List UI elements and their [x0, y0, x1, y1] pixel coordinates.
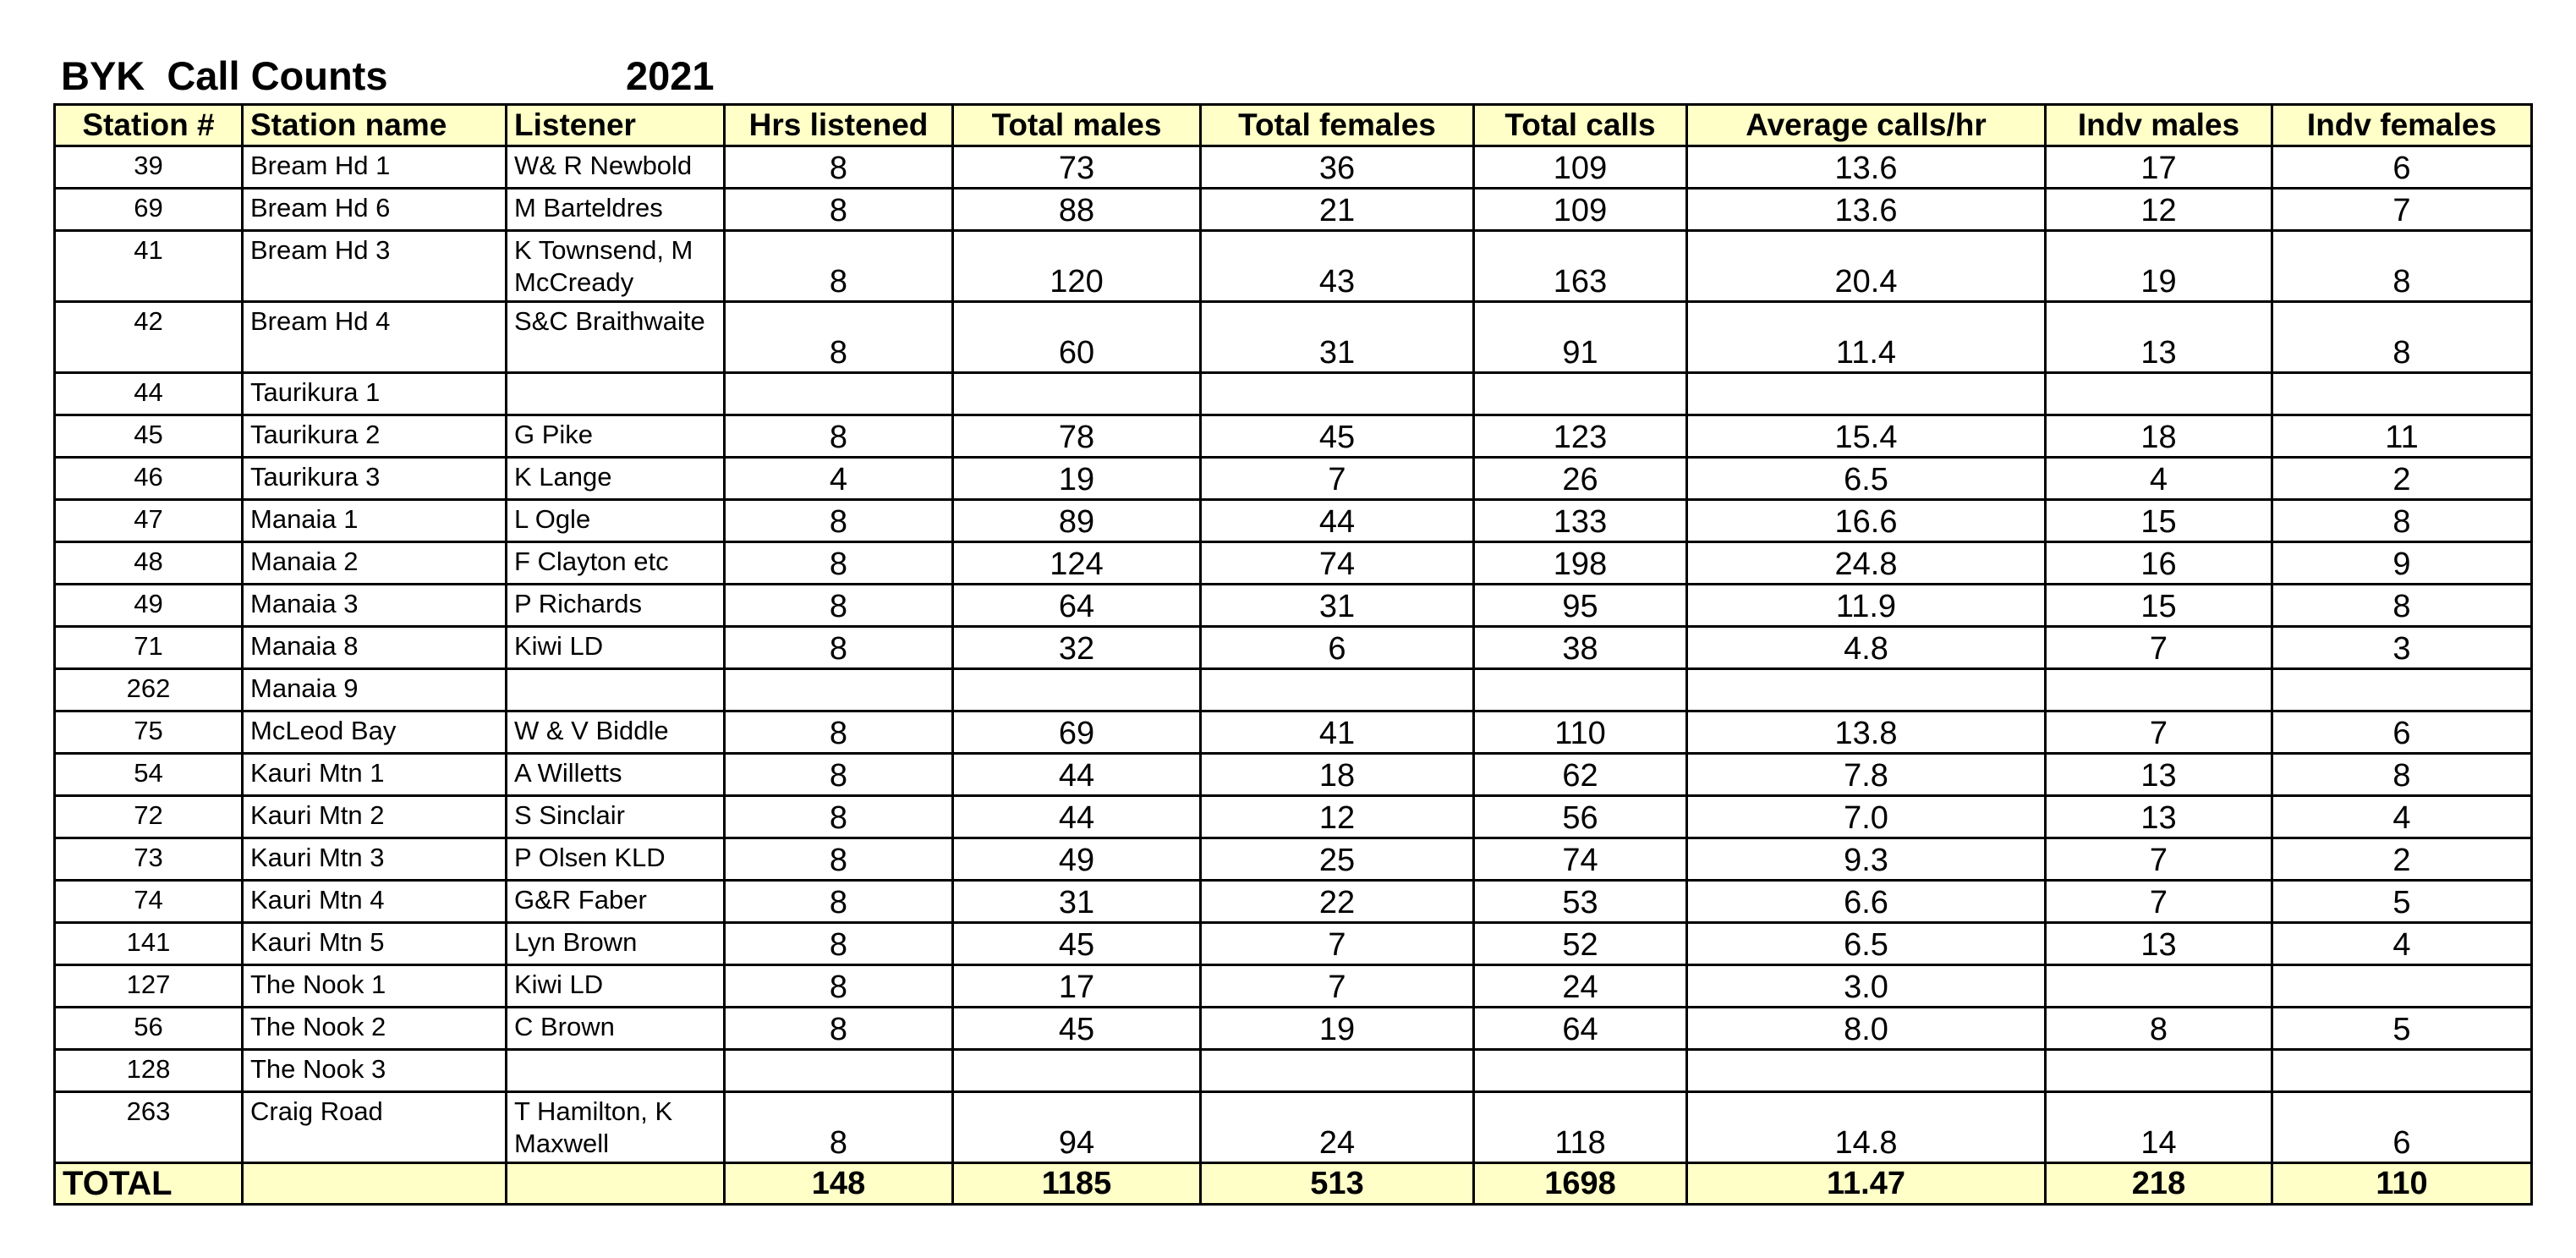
- cell-total-calls: 62: [1474, 754, 1687, 796]
- cell-indv-males: 14: [2046, 1092, 2272, 1163]
- table-row: [55, 302, 2532, 373]
- cell-listener: [507, 669, 725, 711]
- table-row: [55, 1050, 2532, 1092]
- cell-indv-females: 7: [2272, 189, 2532, 231]
- cell-total-males: 19: [953, 458, 1201, 500]
- cell-average-calls-hr: 15.4: [1687, 415, 2046, 458]
- call-counts-table: [53, 103, 2533, 1206]
- cell-total-calls: 198: [1474, 542, 1687, 585]
- cell-total-calls: 118: [1474, 1092, 1687, 1163]
- cell-listener: G&R Faber: [507, 881, 725, 923]
- cell-total-females: 24: [1201, 1092, 1474, 1163]
- cell-hrs-listened: 8: [725, 302, 953, 373]
- cell-indv-females: 8: [2272, 500, 2532, 542]
- cell-indv-females: [2272, 373, 2532, 415]
- table-row: [55, 881, 2532, 923]
- cell-average-calls-hr: 6.6: [1687, 881, 2046, 923]
- cell-total-calls: 26: [1474, 458, 1687, 500]
- total-row: [55, 1163, 2532, 1205]
- header-average-calls-hr: Average calls/hr: [1687, 105, 2046, 146]
- cell-listener: A Willetts: [507, 754, 725, 796]
- cell-total-females: 74: [1201, 542, 1474, 585]
- cell-indv-females: [2272, 1050, 2532, 1092]
- cell-indv-females: 6: [2272, 1092, 2532, 1163]
- cell-indv-males: 8: [2046, 1008, 2272, 1050]
- cell-total-males: 73: [953, 146, 1201, 189]
- cell-total-calls: 53: [1474, 881, 1687, 923]
- cell-total-females: 21: [1201, 189, 1474, 231]
- cell-station-name: Kauri Mtn 4: [243, 881, 507, 923]
- table-row: [55, 373, 2532, 415]
- header-total-calls: Total calls: [1474, 105, 1687, 146]
- cell-indv-females: 2: [2272, 458, 2532, 500]
- cell-hrs-listened: 8: [725, 231, 953, 302]
- cell-total-females: 6: [1201, 627, 1474, 669]
- table-row: [55, 1008, 2532, 1050]
- table-row: [55, 627, 2532, 669]
- cell-total-females: 7: [1201, 923, 1474, 965]
- cell-hrs-listened: 8: [725, 754, 953, 796]
- total-cell-empty: [243, 1163, 507, 1205]
- cell-listener: M Barteldres: [507, 189, 725, 231]
- cell-total-calls: [1474, 669, 1687, 711]
- cell-total-males: [953, 1050, 1201, 1092]
- cell-average-calls-hr: 9.3: [1687, 838, 2046, 881]
- cell-total-calls: [1474, 1050, 1687, 1092]
- cell-listener: [507, 373, 725, 415]
- cell-total-females: 44: [1201, 500, 1474, 542]
- cell-hrs-listened: 8: [725, 415, 953, 458]
- cell-total-males: 78: [953, 415, 1201, 458]
- cell-average-calls-hr: 8.0: [1687, 1008, 2046, 1050]
- cell-hrs-listened: 4: [725, 458, 953, 500]
- table-row: [55, 231, 2532, 302]
- cell-station-name: The Nook 1: [243, 965, 507, 1008]
- cell-average-calls-hr: 6.5: [1687, 458, 2046, 500]
- sheet-title: BYK Call Counts: [61, 53, 388, 98]
- cell-indv-males: 16: [2046, 542, 2272, 585]
- cell-hrs-listened: 8: [725, 711, 953, 754]
- table-row: [55, 189, 2532, 231]
- total-hrs: 148: [725, 1163, 953, 1205]
- cell-station-name: Kauri Mtn 5: [243, 923, 507, 965]
- table-row: [55, 669, 2532, 711]
- cell-station-number: 48: [55, 542, 243, 585]
- cell-total-males: 31: [953, 881, 1201, 923]
- cell-hrs-listened: 8: [725, 1008, 953, 1050]
- cell-listener: S Sinclair: [507, 796, 725, 838]
- cell-average-calls-hr: 13.6: [1687, 146, 2046, 189]
- cell-average-calls-hr: 16.6: [1687, 500, 2046, 542]
- cell-hrs-listened: 8: [725, 189, 953, 231]
- cell-average-calls-hr: 20.4: [1687, 231, 2046, 302]
- cell-total-males: 89: [953, 500, 1201, 542]
- cell-total-females: [1201, 669, 1474, 711]
- sheet-year: 2021: [626, 53, 715, 98]
- header-row: [55, 105, 2532, 146]
- header-total-males: Total males: [953, 105, 1201, 146]
- cell-indv-males: 17: [2046, 146, 2272, 189]
- table-row: [55, 415, 2532, 458]
- cell-indv-females: 3: [2272, 627, 2532, 669]
- table-row: [55, 1092, 2532, 1163]
- cell-indv-females: 6: [2272, 711, 2532, 754]
- table-row: [55, 458, 2532, 500]
- header-station-name: Station name: [243, 105, 507, 146]
- total-label: TOTAL: [55, 1163, 243, 1205]
- cell-station-number: 263: [55, 1092, 243, 1163]
- cell-indv-females: 5: [2272, 881, 2532, 923]
- cell-total-females: 12: [1201, 796, 1474, 838]
- cell-total-males: 94: [953, 1092, 1201, 1163]
- cell-total-females: 36: [1201, 146, 1474, 189]
- cell-total-males: 124: [953, 542, 1201, 585]
- cell-listener: Lyn Brown: [507, 923, 725, 965]
- cell-station-number: 56: [55, 1008, 243, 1050]
- cell-station-name: Kauri Mtn 3: [243, 838, 507, 881]
- cell-indv-males: 4: [2046, 458, 2272, 500]
- cell-listener: W & V Biddle: [507, 711, 725, 754]
- cell-total-females: 31: [1201, 302, 1474, 373]
- cell-station-number: 49: [55, 585, 243, 627]
- cell-listener: K Townsend, M McCready: [507, 231, 725, 302]
- cell-indv-females: 4: [2272, 796, 2532, 838]
- cell-total-calls: 95: [1474, 585, 1687, 627]
- cell-total-males: [953, 669, 1201, 711]
- cell-total-calls: 91: [1474, 302, 1687, 373]
- cell-total-females: 19: [1201, 1008, 1474, 1050]
- total-indv-males: 218: [2046, 1163, 2272, 1205]
- total-indv-females: 110: [2272, 1163, 2532, 1205]
- cell-station-name: The Nook 2: [243, 1008, 507, 1050]
- cell-hrs-listened: 8: [725, 585, 953, 627]
- table-body: [55, 146, 2532, 1163]
- cell-station-number: 73: [55, 838, 243, 881]
- cell-hrs-listened: 8: [725, 838, 953, 881]
- total-females: 513: [1201, 1163, 1474, 1205]
- cell-indv-males: 12: [2046, 189, 2272, 231]
- header-indv-females: Indv females: [2272, 105, 2532, 146]
- cell-total-calls: 24: [1474, 965, 1687, 1008]
- cell-listener: C Brown: [507, 1008, 725, 1050]
- cell-station-name: Manaia 1: [243, 500, 507, 542]
- cell-indv-females: 11: [2272, 415, 2532, 458]
- cell-station-name: Manaia 9: [243, 669, 507, 711]
- cell-total-calls: 163: [1474, 231, 1687, 302]
- cell-station-number: 41: [55, 231, 243, 302]
- cell-average-calls-hr: 11.4: [1687, 302, 2046, 373]
- cell-station-number: 141: [55, 923, 243, 965]
- cell-indv-males: [2046, 1050, 2272, 1092]
- cell-average-calls-hr: 6.5: [1687, 923, 2046, 965]
- cell-average-calls-hr: [1687, 373, 2046, 415]
- cell-listener: G Pike: [507, 415, 725, 458]
- cell-indv-males: [2046, 965, 2272, 1008]
- cell-listener: Kiwi LD: [507, 627, 725, 669]
- cell-station-name: Manaia 3: [243, 585, 507, 627]
- table-row: [55, 500, 2532, 542]
- cell-total-calls: 110: [1474, 711, 1687, 754]
- cell-total-calls: 74: [1474, 838, 1687, 881]
- cell-station-number: 45: [55, 415, 243, 458]
- cell-total-females: 31: [1201, 585, 1474, 627]
- cell-average-calls-hr: 11.9: [1687, 585, 2046, 627]
- table-row: [55, 585, 2532, 627]
- cell-indv-males: 7: [2046, 711, 2272, 754]
- table-row: [55, 796, 2532, 838]
- cell-listener: P Richards: [507, 585, 725, 627]
- cell-total-females: [1201, 1050, 1474, 1092]
- table-row: [55, 965, 2532, 1008]
- cell-total-calls: [1474, 373, 1687, 415]
- cell-station-name: Kauri Mtn 1: [243, 754, 507, 796]
- cell-listener: L Ogle: [507, 500, 725, 542]
- cell-station-name: Craig Road: [243, 1092, 507, 1163]
- cell-indv-males: [2046, 669, 2272, 711]
- table-row: [55, 838, 2532, 881]
- header-indv-males: Indv males: [2046, 105, 2272, 146]
- cell-indv-males: 15: [2046, 585, 2272, 627]
- cell-indv-males: 19: [2046, 231, 2272, 302]
- cell-hrs-listened: 8: [725, 796, 953, 838]
- cell-total-males: 45: [953, 923, 1201, 965]
- cell-total-females: 25: [1201, 838, 1474, 881]
- cell-total-males: 45: [953, 1008, 1201, 1050]
- cell-average-calls-hr: 13.8: [1687, 711, 2046, 754]
- total-calls: 1698: [1474, 1163, 1687, 1205]
- cell-total-calls: 56: [1474, 796, 1687, 838]
- cell-total-males: 88: [953, 189, 1201, 231]
- cell-total-males: 44: [953, 754, 1201, 796]
- table-row: [55, 711, 2532, 754]
- cell-average-calls-hr: 7.0: [1687, 796, 2046, 838]
- cell-indv-males: 7: [2046, 838, 2272, 881]
- cell-indv-females: 2: [2272, 838, 2532, 881]
- cell-total-calls: 123: [1474, 415, 1687, 458]
- header-total-females: Total females: [1201, 105, 1474, 146]
- cell-listener: T Hamilton, K Maxwell: [507, 1092, 725, 1163]
- cell-station-name: Manaia 2: [243, 542, 507, 585]
- cell-hrs-listened: 8: [725, 627, 953, 669]
- cell-total-males: 49: [953, 838, 1201, 881]
- cell-indv-females: 6: [2272, 146, 2532, 189]
- cell-average-calls-hr: 24.8: [1687, 542, 2046, 585]
- cell-total-calls: 133: [1474, 500, 1687, 542]
- cell-average-calls-hr: [1687, 1050, 2046, 1092]
- cell-station-number: 42: [55, 302, 243, 373]
- cell-station-number: 74: [55, 881, 243, 923]
- cell-station-number: 72: [55, 796, 243, 838]
- cell-station-number: 127: [55, 965, 243, 1008]
- cell-station-name: McLeod Bay: [243, 711, 507, 754]
- cell-hrs-listened: [725, 669, 953, 711]
- cell-station-number: 44: [55, 373, 243, 415]
- cell-indv-males: 7: [2046, 627, 2272, 669]
- cell-hrs-listened: 8: [725, 500, 953, 542]
- cell-total-females: 41: [1201, 711, 1474, 754]
- total-males: 1185: [953, 1163, 1201, 1205]
- cell-station-number: 54: [55, 754, 243, 796]
- cell-indv-females: 5: [2272, 1008, 2532, 1050]
- cell-indv-males: 13: [2046, 923, 2272, 965]
- cell-indv-females: [2272, 669, 2532, 711]
- cell-average-calls-hr: 14.8: [1687, 1092, 2046, 1163]
- cell-station-name: Taurikura 2: [243, 415, 507, 458]
- cell-listener: [507, 1050, 725, 1092]
- cell-station-name: Bream Hd 4: [243, 302, 507, 373]
- cell-station-number: 71: [55, 627, 243, 669]
- cell-station-number: 39: [55, 146, 243, 189]
- cell-indv-females: 8: [2272, 585, 2532, 627]
- cell-listener: K Lange: [507, 458, 725, 500]
- cell-station-number: 262: [55, 669, 243, 711]
- cell-total-females: 18: [1201, 754, 1474, 796]
- cell-station-name: Bream Hd 1: [243, 146, 507, 189]
- cell-station-name: Manaia 8: [243, 627, 507, 669]
- cell-station-number: 128: [55, 1050, 243, 1092]
- cell-listener: Kiwi LD: [507, 965, 725, 1008]
- cell-total-males: 60: [953, 302, 1201, 373]
- cell-total-calls: 52: [1474, 923, 1687, 965]
- cell-indv-males: 13: [2046, 796, 2272, 838]
- header-hrs-listened: Hrs listened: [725, 105, 953, 146]
- cell-listener: P Olsen KLD: [507, 838, 725, 881]
- cell-total-calls: 109: [1474, 189, 1687, 231]
- cell-indv-males: 13: [2046, 754, 2272, 796]
- cell-indv-females: 4: [2272, 923, 2532, 965]
- cell-total-males: 64: [953, 585, 1201, 627]
- cell-indv-males: 15: [2046, 500, 2272, 542]
- cell-total-males: 32: [953, 627, 1201, 669]
- cell-total-calls: 38: [1474, 627, 1687, 669]
- cell-hrs-listened: 8: [725, 923, 953, 965]
- cell-indv-males: 7: [2046, 881, 2272, 923]
- cell-total-males: 44: [953, 796, 1201, 838]
- total-cell-empty: [507, 1163, 725, 1205]
- cell-indv-females: [2272, 965, 2532, 1008]
- total-avg: 11.47: [1687, 1163, 2046, 1205]
- cell-station-name: Taurikura 3: [243, 458, 507, 500]
- cell-total-females: 22: [1201, 881, 1474, 923]
- cell-total-females: 43: [1201, 231, 1474, 302]
- cell-total-calls: 64: [1474, 1008, 1687, 1050]
- cell-average-calls-hr: 13.6: [1687, 189, 2046, 231]
- cell-hrs-listened: [725, 373, 953, 415]
- cell-indv-females: 8: [2272, 754, 2532, 796]
- cell-average-calls-hr: 4.8: [1687, 627, 2046, 669]
- cell-hrs-listened: 8: [725, 965, 953, 1008]
- cell-station-number: 47: [55, 500, 243, 542]
- table-row: [55, 542, 2532, 585]
- cell-total-females: [1201, 373, 1474, 415]
- cell-total-males: 120: [953, 231, 1201, 302]
- cell-station-name: Bream Hd 3: [243, 231, 507, 302]
- table-row: [55, 146, 2532, 189]
- cell-indv-males: 18: [2046, 415, 2272, 458]
- cell-station-name: Kauri Mtn 2: [243, 796, 507, 838]
- cell-average-calls-hr: 7.8: [1687, 754, 2046, 796]
- cell-total-calls: 109: [1474, 146, 1687, 189]
- cell-listener: S&C Braithwaite: [507, 302, 725, 373]
- cell-indv-females: 8: [2272, 302, 2532, 373]
- cell-indv-males: 13: [2046, 302, 2272, 373]
- cell-indv-females: 8: [2272, 231, 2532, 302]
- cell-station-number: 46: [55, 458, 243, 500]
- cell-listener: F Clayton etc: [507, 542, 725, 585]
- cell-indv-females: 9: [2272, 542, 2532, 585]
- cell-average-calls-hr: 3.0: [1687, 965, 2046, 1008]
- cell-total-males: [953, 373, 1201, 415]
- header-station-number: Station #: [55, 105, 243, 146]
- cell-hrs-listened: 8: [725, 881, 953, 923]
- cell-hrs-listened: [725, 1050, 953, 1092]
- cell-hrs-listened: 8: [725, 146, 953, 189]
- cell-total-females: 7: [1201, 458, 1474, 500]
- cell-total-males: 17: [953, 965, 1201, 1008]
- table-row: [55, 923, 2532, 965]
- cell-listener: W& R Newbold: [507, 146, 725, 189]
- cell-station-number: 75: [55, 711, 243, 754]
- cell-hrs-listened: 8: [725, 542, 953, 585]
- cell-total-males: 69: [953, 711, 1201, 754]
- header-listener: Listener: [507, 105, 725, 146]
- cell-hrs-listened: 8: [725, 1092, 953, 1163]
- cell-station-name: Taurikura 1: [243, 373, 507, 415]
- cell-average-calls-hr: [1687, 669, 2046, 711]
- cell-station-number: 69: [55, 189, 243, 231]
- cell-total-females: 7: [1201, 965, 1474, 1008]
- cell-station-name: The Nook 3: [243, 1050, 507, 1092]
- cell-indv-males: [2046, 373, 2272, 415]
- cell-station-name: Bream Hd 6: [243, 189, 507, 231]
- cell-total-females: 45: [1201, 415, 1474, 458]
- table-row: [55, 754, 2532, 796]
